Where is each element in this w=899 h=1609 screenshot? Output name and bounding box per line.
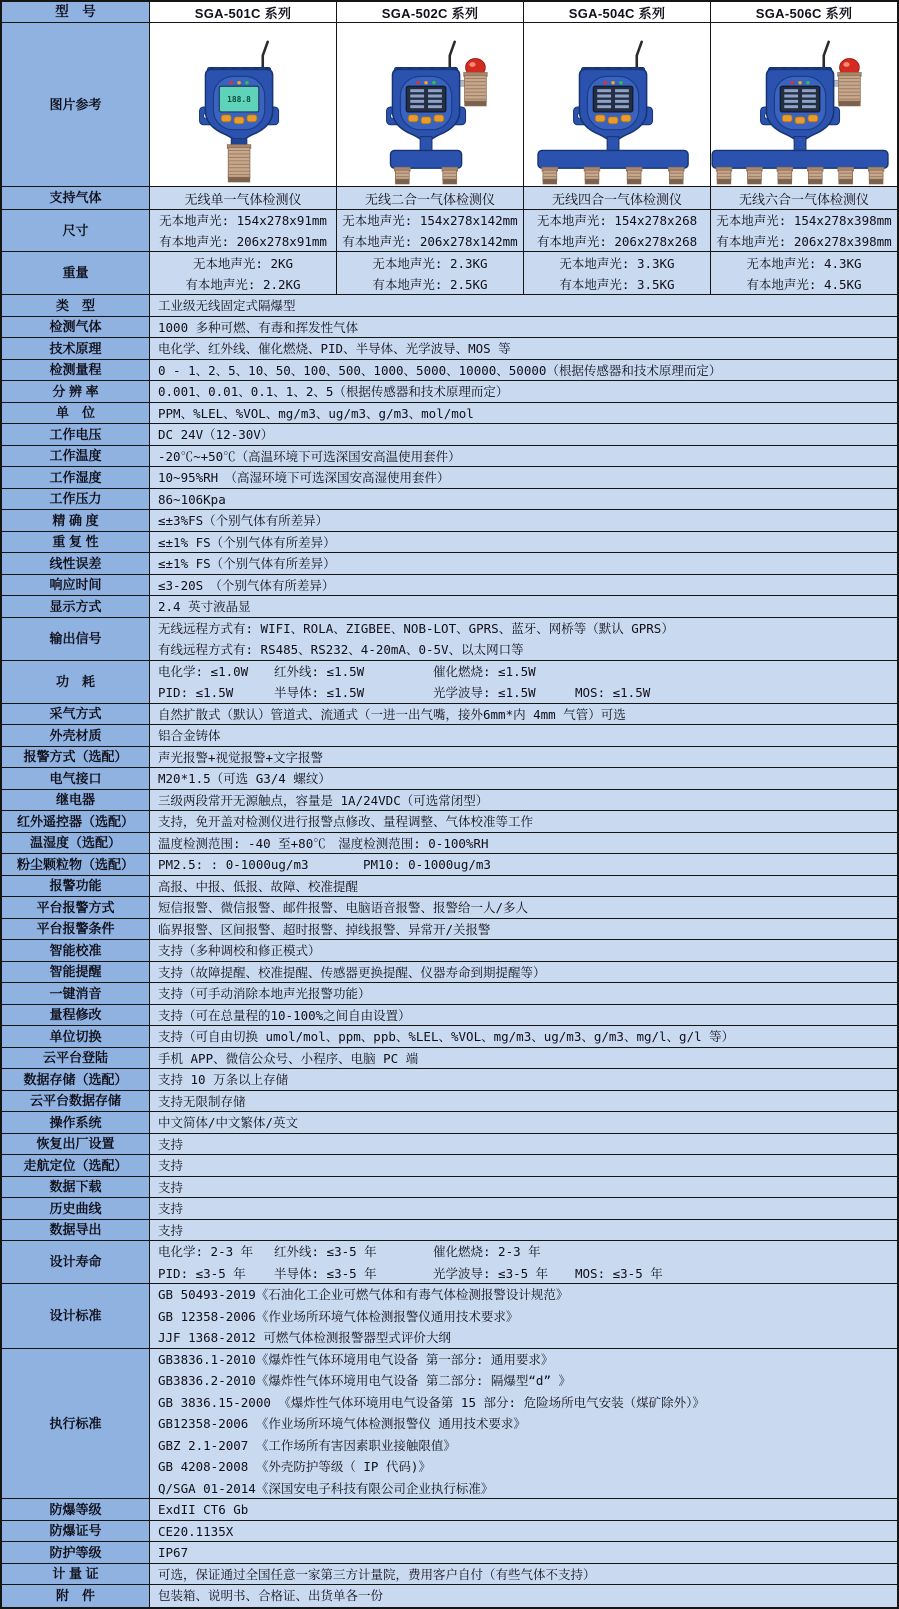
spec-value-line: 电化学、红外线、催化燃烧、PID、半导体、光学波导、MOS 等 (158, 341, 511, 356)
spec-value-segment: 催化燃烧: 2-3 年 (433, 1244, 541, 1259)
size-line: 无本地声光: 154x278x91mm (159, 213, 327, 228)
spec-value-line: ≤±1% FS（个别气体有所差异） (158, 534, 336, 550)
spec-value-line: M20*1.5（可选 G3/4 螺纹） (158, 771, 331, 786)
spec-value (150, 510, 897, 532)
spec-value (150, 446, 897, 468)
size-line: 无本地声光: 154x278x268 (536, 213, 698, 228)
weight-line: 有本地声光: 3.5KG (559, 276, 675, 292)
weight-line: 有本地声光: 4.5KG (746, 276, 862, 292)
product-image-cell (150, 23, 337, 187)
spec-row (2, 1069, 897, 1091)
support-value: 无线二合一气体检测仪 (337, 187, 524, 210)
spec-value-segment: PM2.5: : 0-1000ug/m3 (158, 857, 309, 872)
spec-label: 检测气体 (2, 317, 150, 339)
spec-value-line: 包装箱、说明书、合格证、出货单各一份 (158, 1588, 384, 1603)
spec-label: 外壳材质 (2, 725, 150, 747)
support-value: 无线六合一气体检测仪 (711, 187, 897, 210)
spec-label: 分 辨 率 (2, 381, 150, 403)
spec-value-line: 支持 (158, 1201, 184, 1216)
model-header-row (2, 2, 897, 23)
spec-label: 数据存储（选配） (2, 1069, 150, 1091)
spec-row (2, 295, 897, 317)
spec-row (2, 1564, 897, 1586)
spec-value (150, 1198, 897, 1220)
spec-label: 防爆等级 (2, 1499, 150, 1521)
spec-label: 计 量 证 (2, 1564, 150, 1586)
spec-row (2, 403, 897, 425)
spec-row (2, 811, 897, 833)
spec-label: 数据下载 (2, 1177, 150, 1199)
spec-label: 类 型 (2, 295, 150, 317)
spec-value (150, 338, 897, 360)
spec-value-line (158, 854, 897, 876)
spec-value-line: 中文简体/中文繁体/英文 (158, 1115, 299, 1130)
spec-value-line: 支持 10 万条以上存储 (158, 1072, 289, 1087)
spec-value-line: 有线远程方式有: RS485、RS232、4-20mA、0-5V、以太网口等 (158, 642, 524, 657)
spec-row (2, 876, 897, 898)
spec-value (150, 1005, 897, 1027)
spec-value-line: 可选，保证通过全国任意一家第三方计量院，费用客户自付（有些气体不支持） (158, 1566, 596, 1582)
size-line: 有本地声光: 206x278x91mm (159, 234, 327, 249)
spec-label: 输出信号 (2, 618, 150, 661)
spec-value-line: 1000 多种可燃、有毒和挥发性气体 (158, 319, 359, 335)
spec-row (2, 1284, 897, 1349)
weight-cell (524, 252, 711, 295)
spec-row (2, 704, 897, 726)
spec-label: 设计寿命 (2, 1241, 150, 1284)
spec-value-segment: 电化学: 2-3 年 (158, 1244, 254, 1259)
spec-label: 智能提醒 (2, 962, 150, 984)
spec-row (2, 1091, 897, 1113)
spec-label: 附 件 (2, 1585, 150, 1607)
spec-value-line: 工业级无线固定式隔爆型 (158, 298, 296, 313)
spec-value-segment: MOS: ≤3-5 年 (575, 1265, 663, 1281)
spec-row (2, 1521, 897, 1543)
product-image-row (2, 23, 897, 187)
spec-label: 采气方式 (2, 704, 150, 726)
spec-label: 技术原理 (2, 338, 150, 360)
spec-label: 报警方式（选配） (2, 747, 150, 769)
spec-value (150, 1585, 897, 1607)
spec-value-line: 支持（可手动消除本地声光报警功能） (158, 986, 371, 1001)
spec-value (150, 661, 897, 704)
spec-value-line: 温度检测范围: -40 至+80℃ 湿度检测范围: 0-100%RH (158, 835, 489, 851)
spec-row (2, 1499, 897, 1521)
spec-value-line: 三级两段常开无源触点，容量是 1A/24VDC（可选常闭型） (158, 792, 489, 808)
product-image-cell (337, 23, 524, 187)
spec-value (150, 962, 897, 984)
spec-label: 一键消音 (2, 983, 150, 1005)
spec-value (150, 919, 897, 941)
spec-value-line: 临界报警、区间报警、超时报警、掉线报警、异常开/关报警 (158, 921, 491, 937)
spec-row (2, 618, 897, 661)
spec-label: 显示方式 (2, 596, 150, 618)
spec-label: 精 确 度 (2, 510, 150, 532)
support-value: 无线四合一气体检测仪 (524, 187, 711, 210)
spec-row (2, 553, 897, 575)
spec-value (150, 424, 897, 446)
spec-row (2, 510, 897, 532)
spec-label: 工作湿度 (2, 467, 150, 489)
spec-label: 走航定位（选配） (2, 1155, 150, 1177)
spec-value (150, 1155, 897, 1177)
spec-value-line: 支持 (158, 1158, 184, 1173)
spec-row (2, 940, 897, 962)
spec-value (150, 467, 897, 489)
spec-label: 设计标准 (2, 1284, 150, 1349)
spec-row (2, 424, 897, 446)
spec-value-line: JJF 1368-2012 可燃气体检测报警器型式评价大纲 (158, 1330, 451, 1345)
spec-label: 检测量程 (2, 360, 150, 382)
spec-label: 单位切换 (2, 1026, 150, 1048)
spec-row (2, 1241, 897, 1284)
spec-row (2, 790, 897, 812)
spec-label: 恢复出厂设置 (2, 1134, 150, 1156)
spec-value-segment: 半导体: ≤1.5W (274, 685, 365, 700)
spec-label: 执行标准 (2, 1349, 150, 1500)
spec-row (2, 768, 897, 790)
spec-label: 粉尘颗粒物（选配） (2, 854, 150, 876)
size-line: 有本地声光: 206x278x268 (536, 234, 698, 249)
spec-row (2, 962, 897, 984)
weight-line: 无本地声光: 3.3KG (559, 255, 675, 271)
spec-label: 工作压力 (2, 489, 150, 511)
image-row-label: 图片参考 (2, 23, 150, 187)
support-label: 支持气体 (2, 187, 150, 210)
spec-label: 平台报警方式 (2, 897, 150, 919)
spec-row (2, 489, 897, 511)
spec-value-line: GB 50493-2019《石油化工企业可燃气体和有毒气体检测报警设计规范》 (158, 1287, 569, 1302)
spec-value (150, 360, 897, 382)
spec-value (150, 1564, 897, 1586)
spec-label: 红外遥控器（选配） (2, 811, 150, 833)
size-line: 有本地声光: 206x278x142mm (342, 234, 518, 249)
dimensions-row (2, 210, 897, 252)
size-label: 尺寸 (2, 210, 150, 252)
spec-value (150, 897, 897, 919)
size-line: 无本地声光: 154x278x142mm (342, 213, 518, 228)
spec-value-line: 支持 (158, 1179, 184, 1195)
weight-label: 重量 (2, 252, 150, 295)
spec-label: 响应时间 (2, 575, 150, 597)
spec-value (150, 1091, 897, 1113)
spec-value-line: ≤±3%FS（个别气体有所差异） (158, 513, 329, 528)
spec-value-segment: 催化燃烧: ≤1.5W (433, 663, 536, 679)
spec-value-segment: 红外线: ≤1.5W (274, 663, 365, 679)
spec-value-line: 10~95%RH （高湿环境下可选深国安高湿使用套件） (158, 470, 450, 485)
spec-label: 量程修改 (2, 1005, 150, 1027)
spec-row (2, 1134, 897, 1156)
spec-value-segment: 光学波导: ≤1.5W (433, 685, 536, 700)
spec-row (2, 1220, 897, 1242)
weight-line: 无本地声光: 2.3KG (372, 255, 488, 271)
spec-value (150, 317, 897, 339)
spec-value (150, 1220, 897, 1242)
product-image-sga-501c (150, 24, 336, 186)
spec-row (2, 1048, 897, 1070)
spec-label: 云平台数据存储 (2, 1091, 150, 1113)
spec-value-line: CE20.1135X (158, 1523, 234, 1539)
spec-value-line: 0.001、0.01、0.1、1、2、5（根据传感器和技术原理而定） (158, 384, 509, 399)
spec-value-line: GB 4208-2008 《外壳防护等级（ IP 代码)》 (158, 1459, 431, 1474)
product-image-cell (711, 23, 897, 187)
spec-value (150, 747, 897, 769)
spec-value-line: 支持，免开盖对检测仪进行报警点修改、量程调整、气体校准等工作 (158, 814, 534, 829)
spec-value (150, 940, 897, 962)
support-value: 无线单一气体检测仪 (150, 187, 337, 210)
spec-value-segment: 红外线: ≤3-5 年 (274, 1244, 377, 1259)
weight-line: 有本地声光: 2.5KG (372, 276, 488, 292)
spec-label: 功 耗 (2, 661, 150, 704)
product-image-sga-506c (711, 24, 897, 186)
spec-value-line: GB 3836.15-2000 《爆炸性气体环境用电气设备第 15 部分: 危险场所电气安装（煤矿除外）》 (158, 1394, 705, 1410)
spec-row (2, 747, 897, 769)
spec-value-line (158, 1263, 897, 1285)
spec-label: 工作电压 (2, 424, 150, 446)
spec-row (2, 661, 897, 704)
spec-value (150, 704, 897, 726)
spec-row (2, 1198, 897, 1220)
spec-value-segment: PM10: 0-1000ug/m3 (363, 857, 491, 872)
spec-row (2, 833, 897, 855)
size-cell (711, 210, 897, 252)
spec-row (2, 725, 897, 747)
spec-value-line: 支持 (158, 1136, 184, 1152)
spec-value-line: 铝合金铸体 (158, 728, 221, 743)
spec-value-line: GB 12358-2006《作业场所环境气体检测报警仪通用技术要求》 (158, 1308, 519, 1324)
spec-label: 历史曲线 (2, 1198, 150, 1220)
spec-value-line: 2.4 英寸液晶显 (158, 599, 251, 614)
spec-value-line (158, 1241, 897, 1263)
spec-value (150, 1241, 897, 1284)
spec-value (150, 1349, 897, 1500)
spec-value-line: ≤3-20S （个别气体有所差异） (158, 577, 335, 593)
spec-value-line: 自然扩散式（默认）管道式、流通式（一进一出气嘴，接外6mm*内 4mm 气管）可选 (158, 706, 626, 722)
size-line: 有本地声光: 206x278x398mm (716, 234, 892, 249)
spec-value (150, 1542, 897, 1564)
spec-value-line: 支持（可在总量程的10-100%之间自由设置） (158, 1007, 411, 1023)
spec-value-line: GB12358-2006 《作业场所环境气体检测报警仪 通用技术要求》 (158, 1416, 526, 1431)
spec-value-segment: 光学波导: ≤3-5 年 (433, 1265, 549, 1281)
spec-row (2, 1155, 897, 1177)
spec-value (150, 295, 897, 317)
spec-value-line: 支持无限制存储 (158, 1093, 246, 1109)
weight-cell (711, 252, 897, 295)
spec-value-line: GBZ 2.1-2007 《工作场所有害因素职业接触限值》 (158, 1437, 456, 1453)
spec-value (150, 1026, 897, 1048)
spec-value (150, 575, 897, 597)
spec-label: 单 位 (2, 403, 150, 425)
spec-value-line: DC 24V（12-30V） (158, 427, 274, 442)
spec-row (2, 575, 897, 597)
spec-value-line: GB3836.2-2010《爆炸性气体环境用电气设备 第二部分: 隔爆型“d” 》 (158, 1373, 572, 1388)
spec-value-line: ≤±1% FS（个别气体有所差异） (158, 556, 336, 571)
size-cell (150, 210, 337, 252)
weight-row (2, 252, 897, 295)
spec-row (2, 1112, 897, 1134)
product-image-cell (524, 23, 711, 187)
spec-label: 智能校准 (2, 940, 150, 962)
spec-row (2, 919, 897, 941)
spec-value-line: ExdII CT6 Gb (158, 1502, 249, 1517)
spec-row (2, 360, 897, 382)
spec-value (150, 1284, 897, 1349)
spec-value-segment: 半导体: ≤3-5 年 (274, 1265, 377, 1281)
spec-value (150, 1048, 897, 1070)
weight-line: 无本地声光: 4.3KG (746, 255, 862, 271)
spec-row (2, 467, 897, 489)
spec-label: 防爆证号 (2, 1521, 150, 1543)
supported-gas-row (2, 187, 897, 210)
model-name: SGA-502C 系列 (337, 2, 524, 23)
spec-value (150, 532, 897, 554)
spec-row (2, 338, 897, 360)
product-image-sga-502c (337, 24, 523, 186)
spec-row (2, 1349, 897, 1500)
spec-label: 线性误差 (2, 553, 150, 575)
spec-value-line: 无线远程方式有: WIFI、ROLA、ZIGBEE、NOB-LOT、GPRS、蓝牙、网桥等（默认 GPRS） (158, 620, 674, 636)
spec-row (2, 532, 897, 554)
spec-value (150, 876, 897, 898)
size-line: 无本地声光: 154x278x398mm (716, 213, 892, 228)
spec-value (150, 833, 897, 855)
spec-value-line: 0 - 1、2、5、10、50、100、500、1000、5000、10000、50000（根据传感器和技术原理而定） (158, 362, 722, 378)
spec-label: 继电器 (2, 790, 150, 812)
spec-row (2, 596, 897, 618)
spec-value-segment: MOS: ≤1.5W (575, 685, 651, 700)
spec-label: 温湿度（选配） (2, 833, 150, 855)
size-cell (524, 210, 711, 252)
spec-value-line: -20℃~+50℃（高温环境下可选深国安高温使用套件） (158, 448, 461, 464)
spec-value (150, 381, 897, 403)
spec-value (150, 1112, 897, 1134)
spec-value (150, 489, 897, 511)
spec-value (150, 1521, 897, 1543)
spec-label: 平台报警条件 (2, 919, 150, 941)
spec-value (150, 811, 897, 833)
spec-row (2, 1585, 897, 1607)
spec-value-line: 支持（可自由切换 umol/mol、ppm、ppb、%LEL、%VOL、mg/m3、ug/m3、g/m3、mg/l、g/l 等） (158, 1029, 735, 1044)
spec-value-line: GB3836.1-2010《爆炸性气体环境用电气设备 第一部分: 通用要求》 (158, 1351, 554, 1367)
spec-value (150, 1134, 897, 1156)
model-name: SGA-506C 系列 (711, 2, 897, 23)
spec-row (2, 1026, 897, 1048)
spec-value-line: Q/SGA 01-2014《深国安电子科技有限公司企业执行标准》 (158, 1480, 494, 1496)
spec-value-segment: 电化学: ≤1.0W (158, 663, 249, 679)
spec-value-line: 支持（故障提醒、校准提醒、传感器更换提醒、仪器寿命到期提醒等） (158, 964, 546, 980)
spec-value-line: 手机 APP、微信公众号、小程序、电脑 PC 端 (158, 1050, 419, 1066)
spec-value (150, 553, 897, 575)
spec-label: 防护等级 (2, 1542, 150, 1564)
spec-value (150, 1177, 897, 1199)
spec-row (2, 1005, 897, 1027)
spec-row (2, 897, 897, 919)
spec-row (2, 1542, 897, 1564)
spec-value-segment: PID: ≤3-5 年 (158, 1265, 246, 1281)
header-label: 型 号 (2, 2, 150, 23)
spec-value (150, 768, 897, 790)
spec-row (2, 446, 897, 468)
spec-row (2, 854, 897, 876)
spec-value (150, 1499, 897, 1521)
weight-cell (337, 252, 524, 295)
weight-line: 有本地声光: 2.2KG (185, 276, 301, 292)
spec-label: 操作系统 (2, 1112, 150, 1134)
spec-value-line: 声光报警+视觉报警+文字报警 (158, 749, 324, 765)
spec-value-line: 高报、中报、低报、故障、校准提醒 (158, 878, 359, 894)
svg-text:188.8: 188.8 (227, 95, 251, 105)
spec-value (150, 1069, 897, 1091)
model-name: SGA-501C 系列 (150, 2, 337, 23)
spec-value-line: PPM、%LEL、%VOL、mg/m3、ug/m3、g/m3、mol/mol (158, 405, 474, 421)
spec-row (2, 983, 897, 1005)
size-cell (337, 210, 524, 252)
spec-value-line: 支持 (158, 1222, 184, 1238)
spec-value (150, 725, 897, 747)
spec-value (150, 596, 897, 618)
model-name: SGA-504C 系列 (524, 2, 711, 23)
spec-label: 重 复 性 (2, 532, 150, 554)
spec-label: 报警功能 (2, 876, 150, 898)
spec-value-line: 短信报警、微信报警、邮件报警、电脑语音报警、报警给一人/多人 (158, 900, 529, 915)
spec-label: 云平台登陆 (2, 1048, 150, 1070)
spec-value-segment: PID: ≤1.5W (158, 685, 234, 700)
spec-value-line: IP67 (158, 1545, 189, 1560)
spec-value (150, 618, 897, 661)
spec-row (2, 317, 897, 339)
spec-value (150, 983, 897, 1005)
spec-row (2, 381, 897, 403)
weight-line: 无本地声光: 2KG (192, 255, 294, 271)
spec-value-line (158, 682, 897, 704)
spec-value (150, 403, 897, 425)
product-image-sga-504c (524, 24, 710, 186)
spec-label: 工作温度 (2, 446, 150, 468)
spec-value (150, 790, 897, 812)
spec-row (2, 1177, 897, 1199)
spec-label: 数据导出 (2, 1220, 150, 1242)
spec-value-line: 86~106Kpa (158, 491, 226, 507)
spec-value-line (158, 661, 897, 683)
spec-label: 电气接口 (2, 768, 150, 790)
spec-value-line: 支持（多种调校和修正模式） (158, 943, 321, 958)
spec-value (150, 854, 897, 876)
weight-cell (150, 252, 337, 295)
